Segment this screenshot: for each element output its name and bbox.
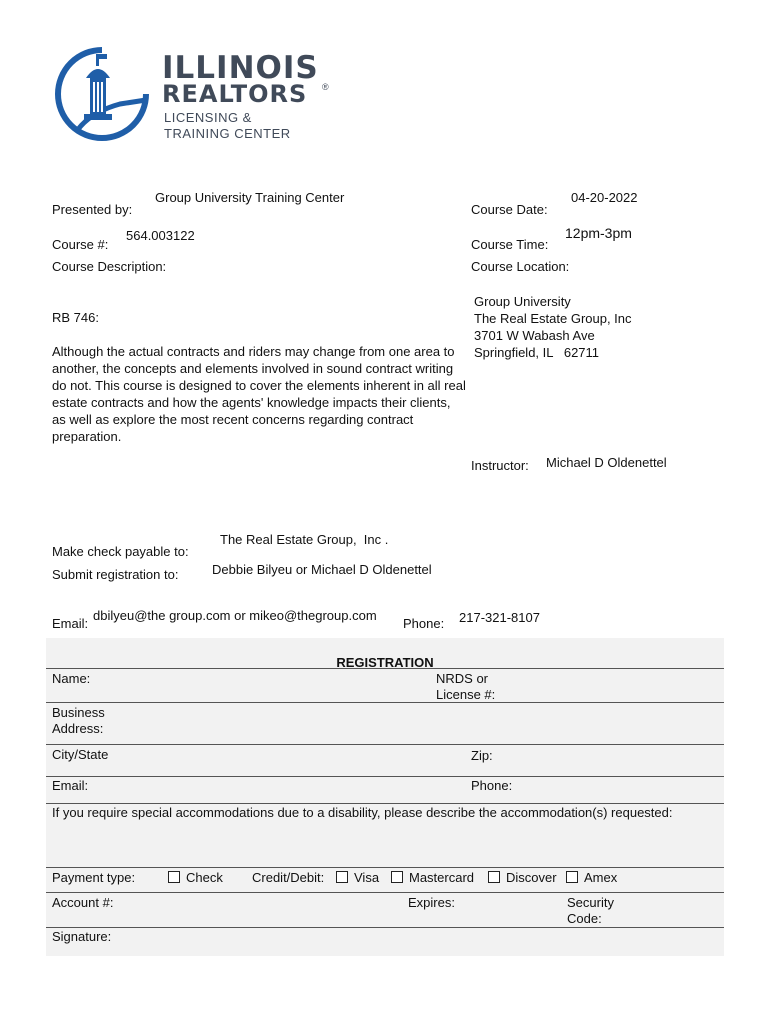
- mastercard-label: Mastercard: [409, 870, 475, 885]
- logo-subtitle-2: TRAINING CENTER: [164, 126, 291, 141]
- zip-label: Zip:: [471, 748, 493, 763]
- payment-type-label: Payment type:: [52, 870, 136, 885]
- logo-subtitle-1: LICENSING &: [164, 110, 252, 125]
- nrds-label-line2: License #:: [436, 687, 496, 702]
- accommodation-label: If you require special accommodations due to a disability, please describe the accommodation(s) requested:: [52, 805, 673, 820]
- submit-label: Submit registration to:: [52, 567, 179, 582]
- instructor-value: Michael D Oldenettel: [546, 455, 667, 470]
- nrds-label-line1: NRDS or: [436, 671, 489, 686]
- course-date-value: 04-20-2022: [571, 190, 638, 205]
- contact-phone-value: 217-321-8107: [459, 610, 540, 625]
- location-line-3: 3701 W Wabash Ave: [474, 328, 595, 343]
- location-line-4: Springfield, IL 62711: [474, 345, 600, 360]
- account-row[interactable]: [46, 893, 724, 928]
- registration-header-row: [46, 638, 724, 669]
- account-label: Account #:: [52, 895, 114, 910]
- visa-checkbox[interactable]: [336, 871, 348, 883]
- email-phone-row[interactable]: [46, 777, 724, 804]
- security-label-line1: Security: [567, 895, 614, 910]
- location-line-1: Group University: [474, 294, 571, 309]
- city-zip-row[interactable]: [46, 745, 724, 777]
- course-time-label: Course Time:: [471, 237, 549, 252]
- signature-row[interactable]: [46, 928, 724, 956]
- illinois-realtors-logo: [50, 42, 340, 152]
- discover-checkbox[interactable]: [488, 871, 500, 883]
- check-label: Check: [186, 870, 223, 885]
- course-description: Although the actual contracts and riders may change from one area to another, the concepts and elements involved in sound contract writing do not. This course is designed to cover the elements inherent in all real estate contracts and how the agents' knowledge impacts their clients, as well as explore the most recent concerns regarding contract preparation.: [52, 344, 466, 444]
- logo-trademark: ®: [322, 82, 329, 92]
- instructor-label: Instructor:: [471, 458, 529, 473]
- course-number-value: 564.003122: [126, 228, 195, 243]
- mastercard-option[interactable]: [391, 870, 474, 885]
- course-number-label: Course #:: [52, 237, 109, 252]
- name-label: Name:: [52, 671, 91, 686]
- check-checkbox[interactable]: [168, 871, 180, 883]
- course-description-label: Course Description:: [52, 259, 167, 274]
- amex-option[interactable]: [566, 870, 617, 885]
- payable-label: Make check payable to:: [52, 544, 189, 559]
- registration-form: [46, 638, 724, 956]
- check-option[interactable]: [168, 870, 223, 885]
- business-address-row[interactable]: [46, 703, 724, 745]
- business-label-line1: Business: [52, 705, 105, 720]
- course-code: RB 746:: [52, 310, 99, 325]
- submit-value: Debbie Bilyeu or Michael D Oldenettel: [212, 562, 432, 577]
- visa-option[interactable]: [336, 870, 379, 885]
- course-time-value: 12pm-3pm: [565, 225, 632, 241]
- amex-checkbox[interactable]: [566, 871, 578, 883]
- security-label-line2: Code:: [567, 911, 602, 926]
- contact-email-value[interactable]: dbilyeu@the group.com or mikeo@thegroup.com: [93, 608, 377, 623]
- course-location-label: Course Location:: [471, 259, 570, 274]
- expires-label: Expires:: [408, 895, 455, 910]
- discover-label: Discover: [506, 870, 557, 885]
- name-row[interactable]: [46, 669, 724, 703]
- accommodation-row[interactable]: [46, 804, 724, 868]
- presented-by-value: Group University Training Center: [155, 190, 345, 205]
- registration-title: REGISTRATION: [336, 655, 434, 670]
- location-line-2: The Real Estate Group, Inc: [474, 311, 632, 326]
- payable-value: The Real Estate Group, Inc .: [220, 532, 389, 547]
- contact-email-label: Email:: [52, 616, 89, 631]
- payment-type-row: [46, 868, 724, 893]
- logo-word-illinois: ILLINOIS: [162, 50, 319, 86]
- visa-label: Visa: [354, 870, 380, 885]
- discover-option[interactable]: [488, 870, 557, 885]
- course-date-label: Course Date:: [471, 202, 548, 217]
- capitol-dome-icon: [50, 42, 154, 146]
- presented-by-label: Presented by:: [52, 202, 133, 217]
- business-label-line2: Address:: [52, 721, 104, 736]
- logo-word-realtors: REALTORS: [162, 80, 308, 108]
- city-state-label: City/State: [52, 747, 109, 762]
- mastercard-checkbox[interactable]: [391, 871, 403, 883]
- credit-debit-label: Credit/Debit:: [252, 870, 325, 885]
- reg-phone-label: Phone:: [471, 778, 513, 793]
- reg-email-label: Email:: [52, 778, 89, 793]
- amex-label: Amex: [584, 870, 618, 885]
- signature-label: Signature:: [52, 929, 112, 944]
- contact-phone-label: Phone:: [403, 616, 445, 631]
